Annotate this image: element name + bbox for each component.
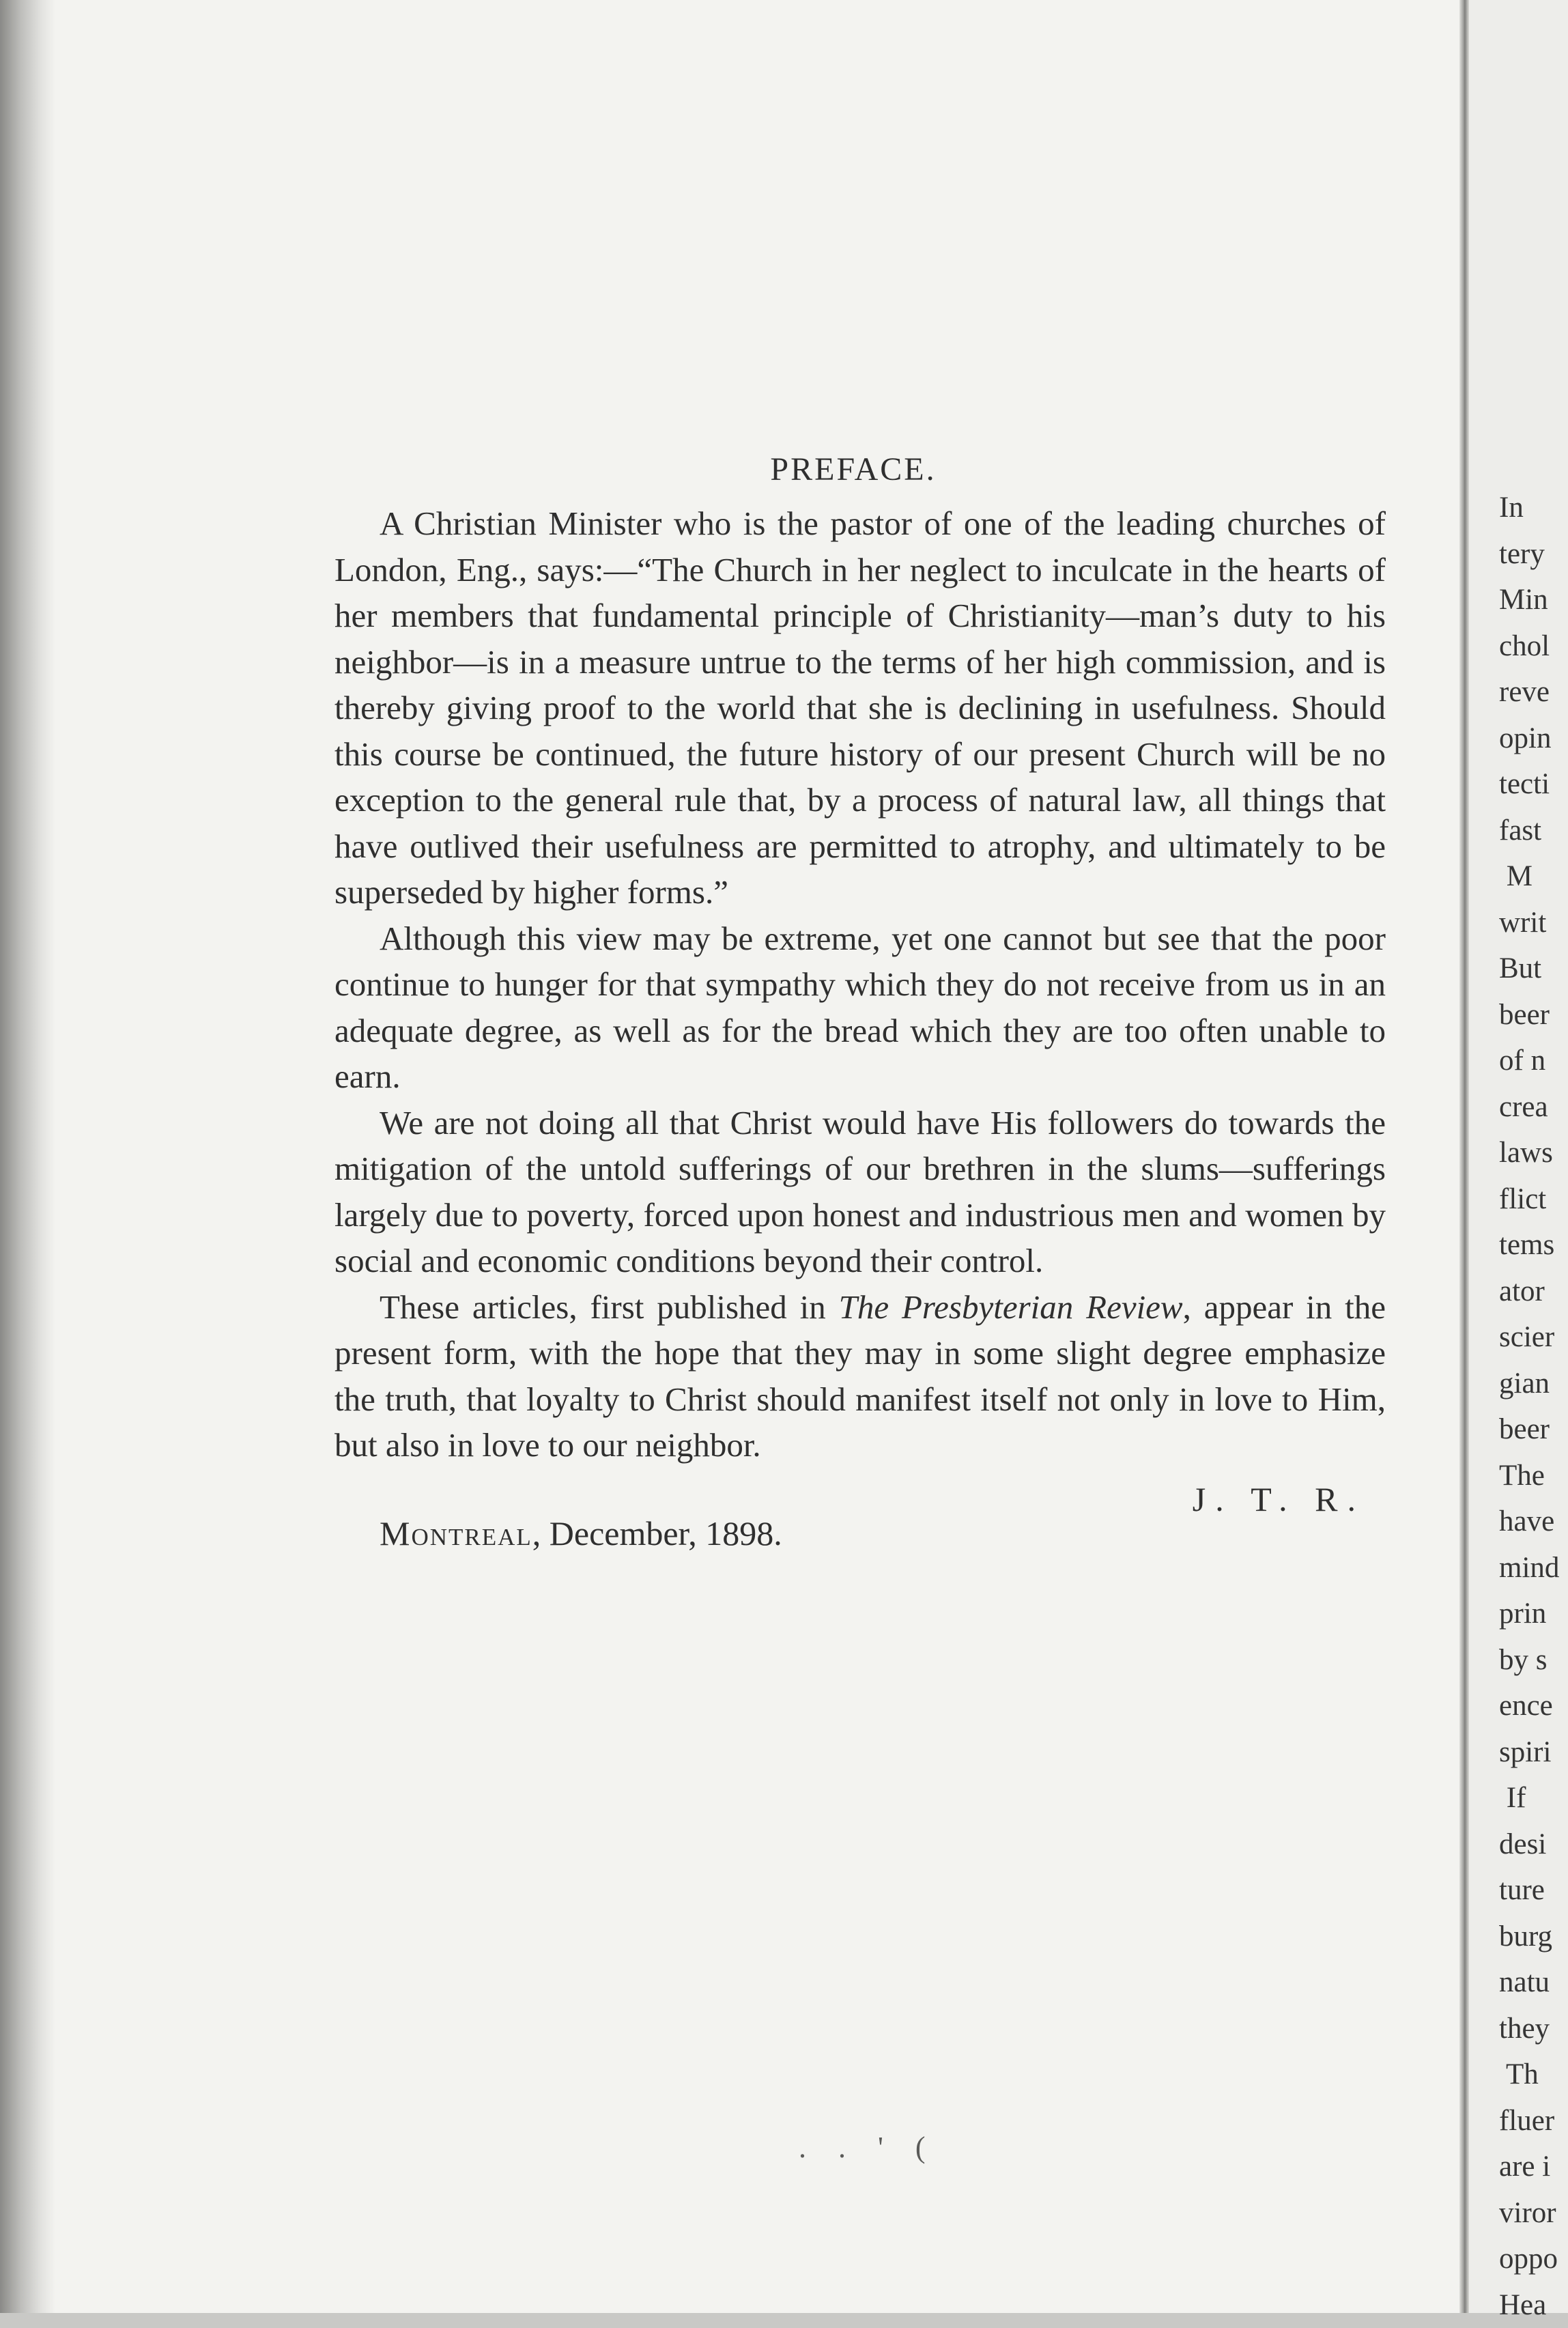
next-page-text: In tery Min chol reve opin tecti fast M writ But beer of n crea laws flict tems ator scier gian beer The have mind prin by s ence spiri If desi ture burg natu they Th fluer are i viror oppo Hea (1499, 492, 1560, 2321)
dateline-place: Montreal (380, 1514, 532, 1552)
signature: J. T. R. (1192, 1479, 1365, 1518)
dateline-date: , December, 1898. (532, 1514, 782, 1552)
paragraph-3: We are not doing all that Christ would have His followers do towards the mitigation of the untold sufferings of our brethren in the slums—sufferings largely due to poverty, forced upon honest and industrious men and women by social and economic conditions beyond their control. (334, 1103, 1386, 1279)
page-title: PREFACE. (770, 451, 937, 487)
publication-title: The Presbyterian Review (838, 1288, 1183, 1326)
preface-section (334, 451, 1386, 1553)
paragraph-4-after: , appear in the present form, with the hope that they may in some slight degree emphasize the truth, that loyalty to Christ should manifest itself not only in love to Him, but also in love to our neighbor. (334, 1288, 1386, 1464)
page-marks: . . ' ( (799, 2131, 938, 2164)
paragraph-4-before: These articles, first published in (380, 1288, 839, 1326)
paragraph-1: A Christian Minister who is the pastor of one of the leading churches of London, Eng., says:—“The Church in her neglect to inculcate in the hearts of her members that fundamental principle of Christianity—man’s duty to his neighbor—is in a measure untrue to the terms of her high commission, and is thereby giving proof to the world that she is declining in usefulness. Should this course be continued, the future history of our present Church will be no exception to the general rule that, by a process of natural law, all things that have outlived their usefulness are permitted to atrophy, and ultimately to be superseded by higher forms.” (334, 505, 1386, 911)
paragraph-2: Although this view may be extreme, yet one cannot but see that the poor continue to hunger for that sympathy which they do not receive from us in an adequate degree, as well as for the bread which they are too often unable to earn. (334, 919, 1386, 1095)
book-gutter (1459, 0, 1469, 2313)
paragraph-4 (334, 1284, 1386, 1468)
dateline (380, 1514, 1386, 1553)
page-left-edge (0, 0, 55, 2313)
